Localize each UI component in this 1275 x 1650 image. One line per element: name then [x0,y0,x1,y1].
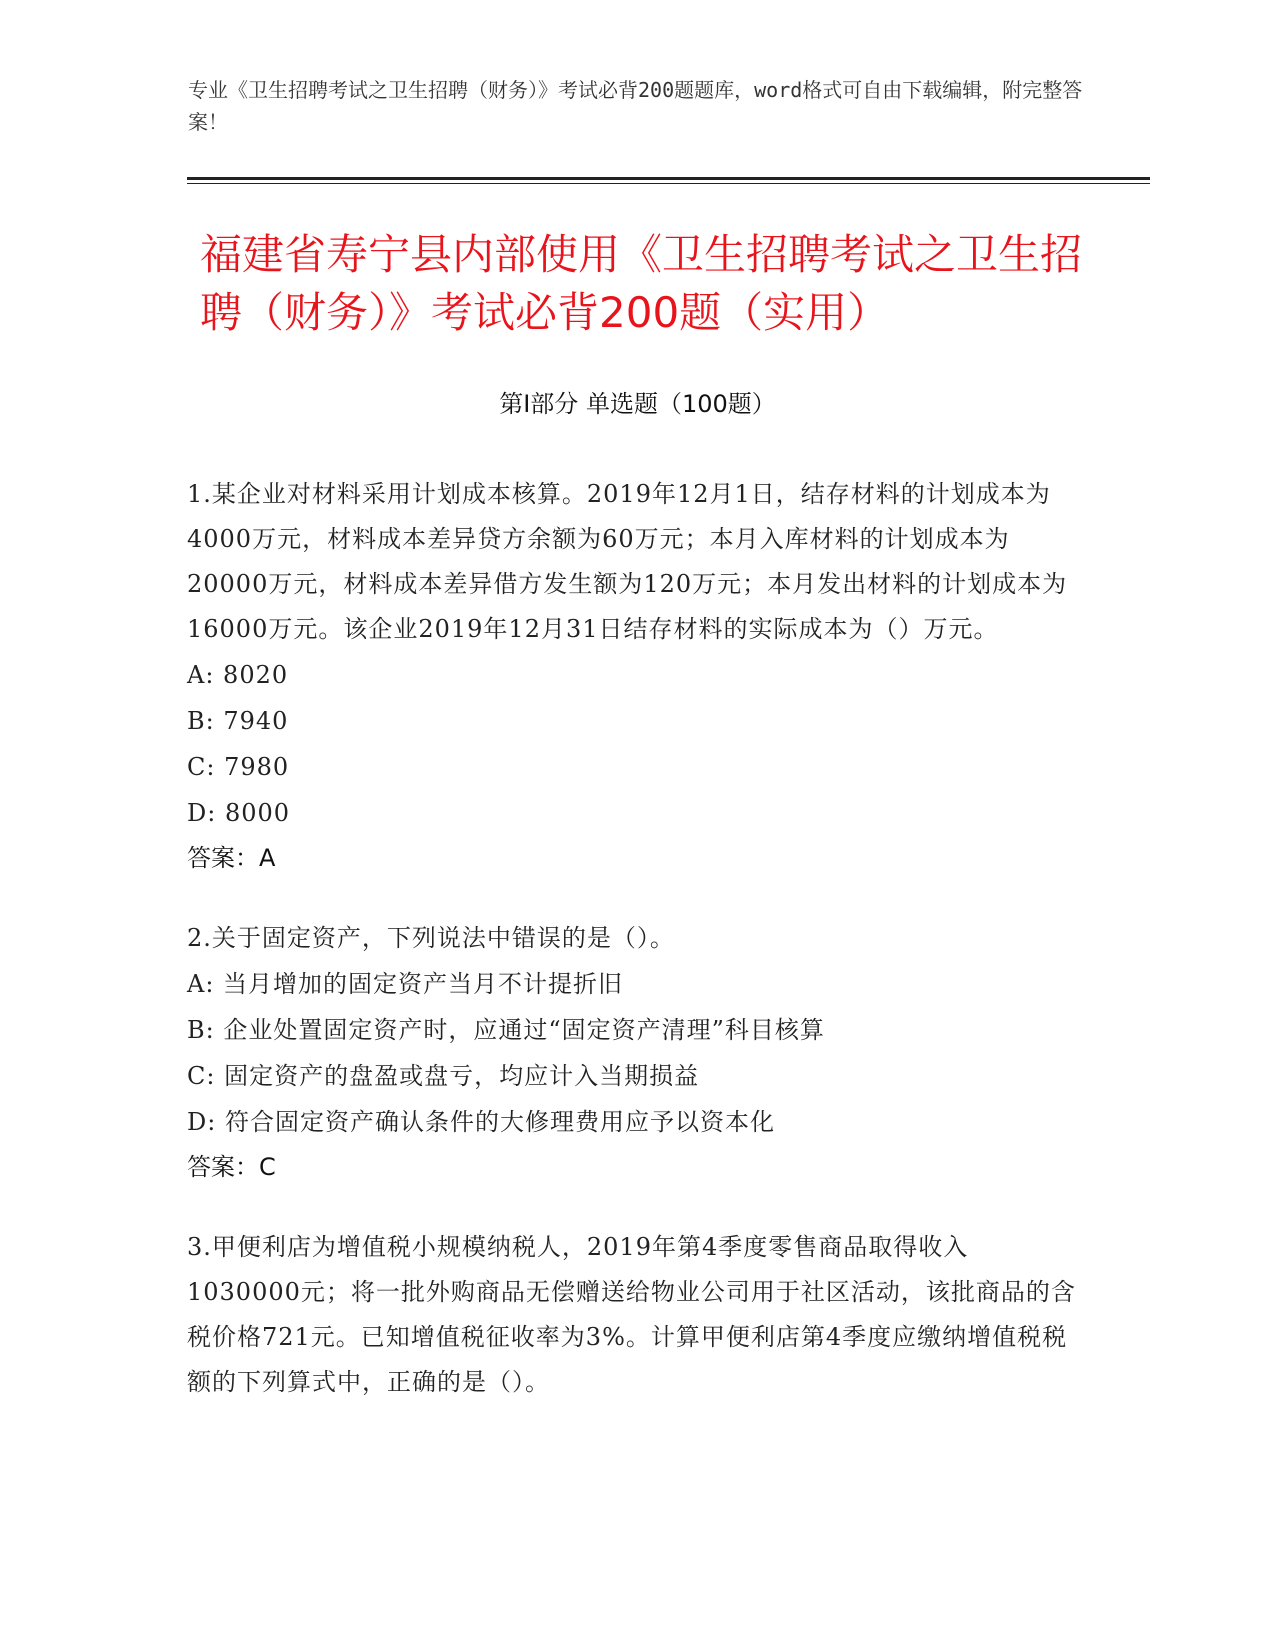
question-stem: 2.关于固定资产，下列说法中错误的是（）。 [187,924,675,952]
document-title: 福建省寿宁县内部使用《卫生招聘考试之卫生招聘（财务）》考试必背200题（实用） [200,230,1083,337]
question-1 [187,472,1077,880]
header-rule-thick [187,177,1150,180]
option-a: A: 8020 [187,661,289,689]
section-title: 第I部分 单选题（100题） [499,390,776,418]
header-rule-thin [187,183,1150,184]
option-b: B: 7940 [187,707,289,735]
option-c: C: 7980 [187,753,290,781]
option-c: C: 固定资产的盘盈或盘亏，均应计入当期损益 [187,1062,700,1090]
question-list [187,472,1077,1441]
answer: 答案：A [187,844,276,872]
question-stem: 1.某企业对材料采用计划成本核算。2019年12月1日，结存材料的计划成本为4000万元，材料成本差异贷方余额为60万元；本月入库材料的计划成本为20000万元，材料成本差异借方发生额为120万元；本月发出材料的计划成本为16000万元。该企业2019年12月31日结存材料的实际成本为（）万元。 [187,480,1068,643]
option-d: D: 8000 [187,799,291,827]
header-note: 专业《卫生招聘考试之卫生招聘（财务）》考试必背200题题库，word格式可自由下载编辑，附完整答案！ [188,78,1083,134]
option-a: A: 当月增加的固定资产当月不计提折旧 [187,970,624,998]
answer: 答案：C [187,1153,276,1181]
option-b: B: 企业处置固定资产时，应通过“固定资产清理”科目核算 [187,1016,825,1044]
question-2 [187,916,1077,1189]
question-stem: 3.甲便利店为增值税小规模纳税人，2019年第4季度零售商品取得收入1030000元；将一批外购商品无偿赠送给物业公司用于社区活动，该批商品的含税价格721元。已知增值税征收率为3%。计算甲便利店第4季度应缴纳增值税税额的下列算式中，正确的是（）。 [187,1233,1076,1396]
question-3 [187,1225,1077,1405]
option-d: D: 符合固定资产确认条件的大修理费用应予以资本化 [187,1108,775,1136]
